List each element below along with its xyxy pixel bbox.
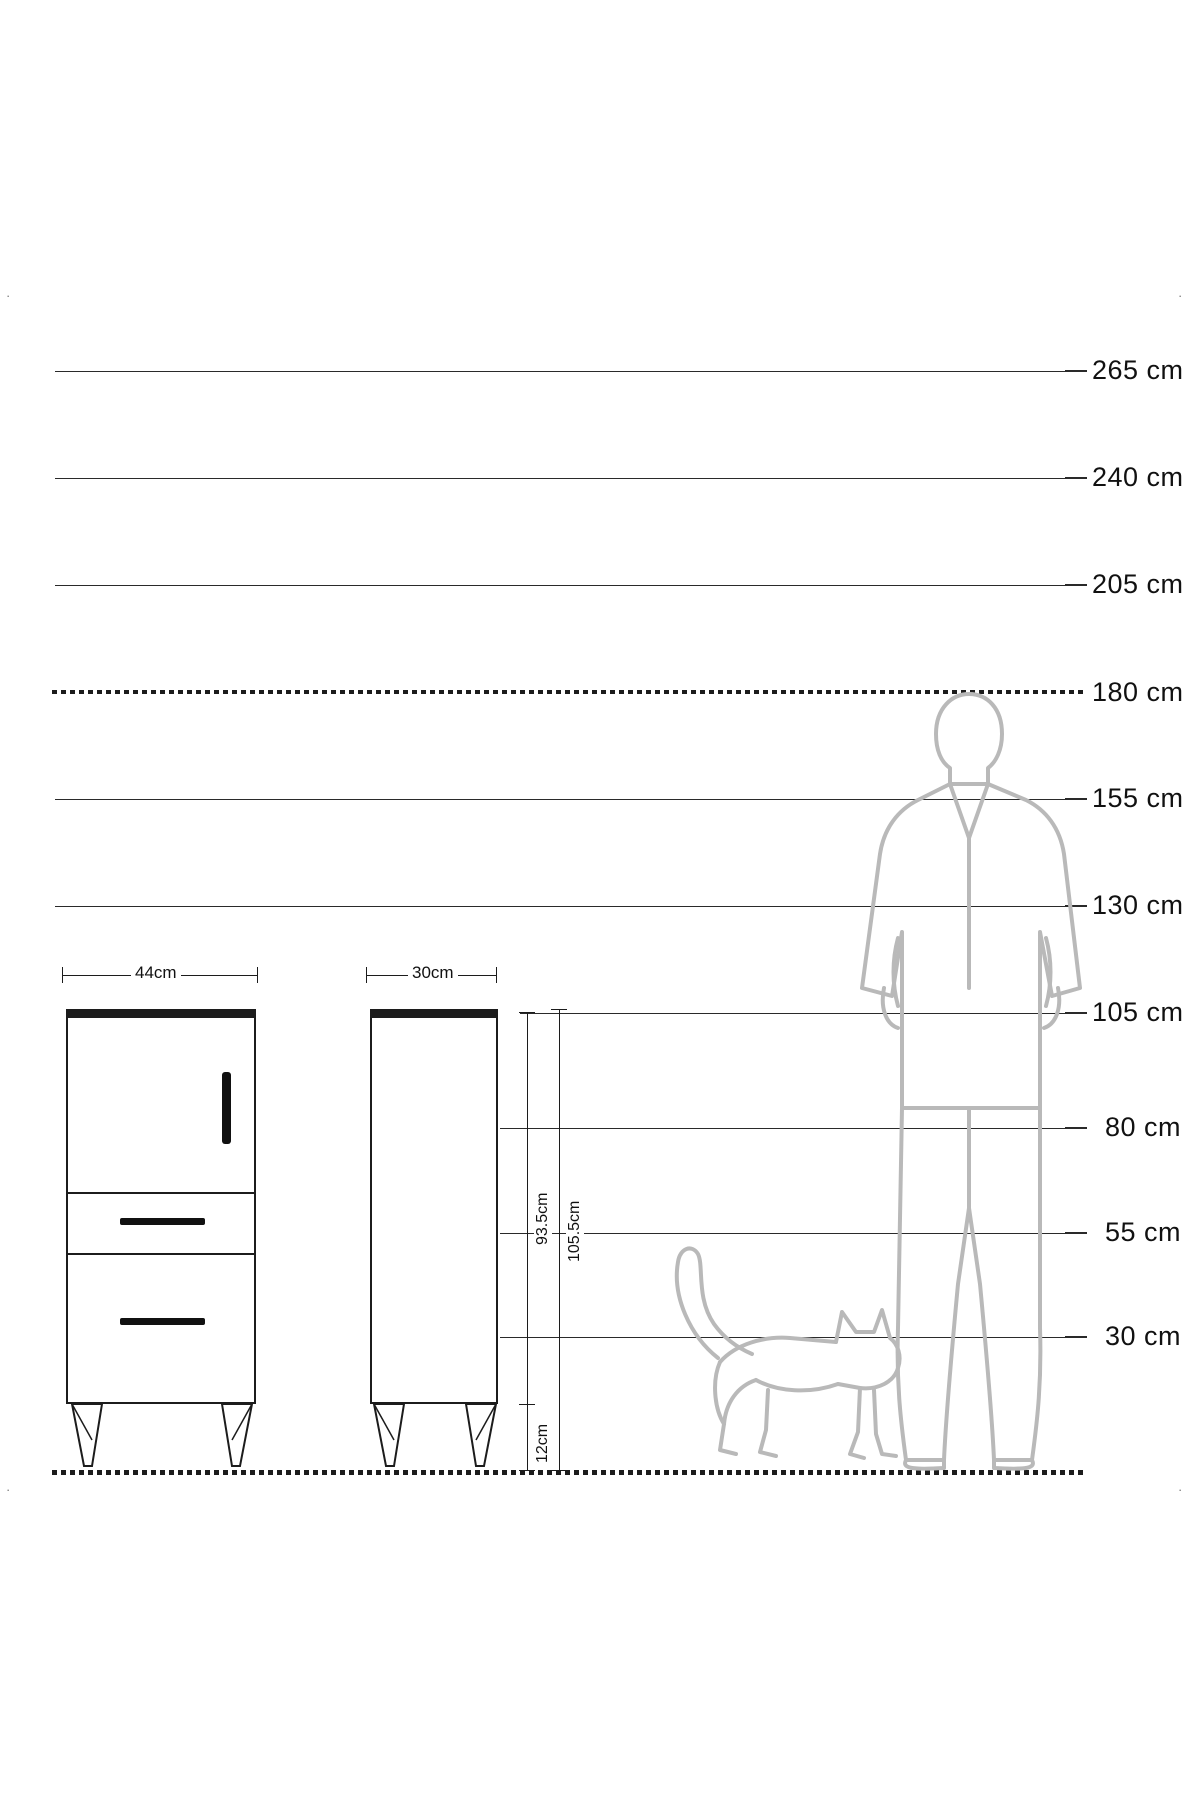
scale-label-130: 130 cm bbox=[1092, 890, 1184, 920]
cabinet-44-divider-1 bbox=[66, 1192, 256, 1194]
width-dim-30-cap-right bbox=[496, 967, 497, 983]
height-dim-12-cap-top bbox=[519, 1404, 535, 1405]
corner-mark-bottom-right: · bbox=[1178, 1482, 1183, 1497]
corner-mark-top-left: · bbox=[6, 288, 11, 303]
scale-tick-240 bbox=[1065, 477, 1087, 479]
scale-label-80: 80 cm bbox=[1105, 1112, 1182, 1142]
height-dim-12-cap-bottom bbox=[519, 1470, 535, 1471]
corner-mark-top-right: · bbox=[1178, 288, 1183, 303]
height-dim-105-5-cap-top bbox=[551, 1009, 567, 1010]
height-dim-93-5-label: 93.5cm bbox=[534, 1190, 552, 1248]
height-dim-12-line bbox=[527, 1404, 528, 1470]
scale-tick-265 bbox=[1065, 370, 1087, 372]
scale-line-265 bbox=[55, 371, 1065, 372]
scale-label-155: 155 cm bbox=[1092, 783, 1184, 813]
height-dim-105-5-line bbox=[559, 1009, 560, 1470]
height-dim-105-5-label: 105.5cm bbox=[566, 1198, 584, 1265]
cabinet-44-legs bbox=[62, 1400, 262, 1472]
width-dim-30-label: 30cm bbox=[408, 963, 458, 983]
cat-silhouette bbox=[660, 1240, 910, 1475]
cabinet-44-door-handle bbox=[222, 1072, 231, 1144]
scale-line-205 bbox=[55, 585, 1065, 586]
cabinet-44-drawer-handle-1 bbox=[120, 1218, 205, 1225]
height-dim-12-label: 12cm bbox=[534, 1421, 552, 1466]
height-dim-93-5-line bbox=[527, 1012, 528, 1404]
scale-tick-205 bbox=[1065, 584, 1087, 586]
cabinet-44-drawer-handle-2 bbox=[120, 1318, 205, 1325]
width-dim-44-cap-left bbox=[62, 967, 63, 983]
width-dim-30-cap-left bbox=[366, 967, 367, 983]
scale-label-265: 265 cm bbox=[1092, 355, 1184, 385]
scale-label-205: 205 cm bbox=[1092, 569, 1184, 599]
width-dim-44-label: 44cm bbox=[131, 963, 181, 983]
height-dim-105-5-cap-bottom bbox=[551, 1470, 567, 1471]
height-dim-93-5-cap-top bbox=[519, 1012, 535, 1013]
cabinet-44-divider-2 bbox=[66, 1253, 256, 1255]
scale-line-240 bbox=[55, 478, 1065, 479]
cabinet-44-top-strip bbox=[66, 1009, 256, 1016]
cabinet-30-body bbox=[370, 1016, 498, 1404]
scale-label-55: 55 cm bbox=[1105, 1217, 1182, 1247]
scale-label-180: 180 cm bbox=[1092, 677, 1184, 707]
width-dim-44-cap-right bbox=[257, 967, 258, 983]
cabinet-30-top-strip bbox=[370, 1009, 498, 1016]
scale-label-30: 30 cm bbox=[1105, 1321, 1182, 1351]
corner-mark-bottom-left: · bbox=[6, 1482, 11, 1497]
scale-label-240: 240 cm bbox=[1092, 462, 1184, 492]
scale-label-105: 105 cm bbox=[1092, 997, 1184, 1027]
cabinet-30-legs bbox=[366, 1400, 506, 1472]
